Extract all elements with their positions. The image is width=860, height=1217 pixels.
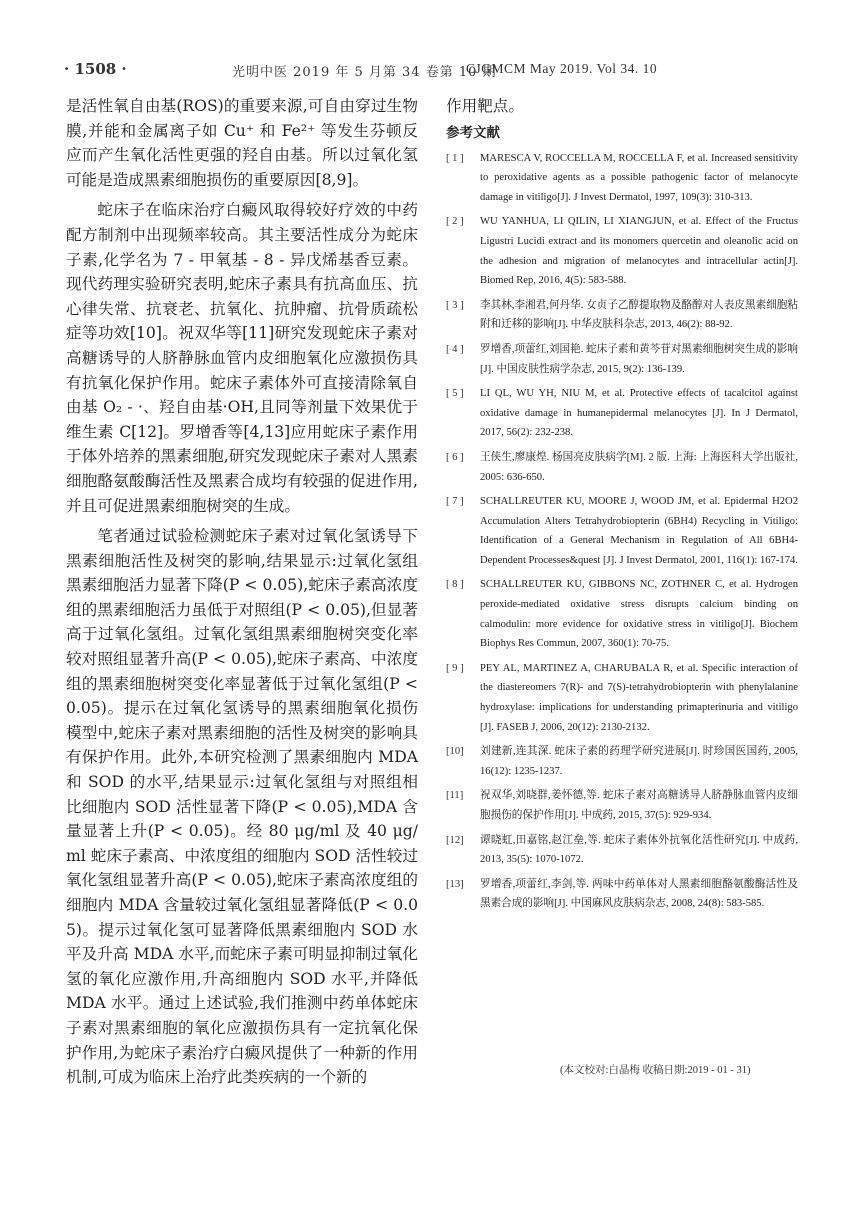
editor-note: (本文校对:白晶梅 收稿日期:2019 - 01 - 31) [560, 1065, 751, 1076]
reference-number: [11] [446, 790, 464, 802]
reference-item [446, 492, 798, 570]
body-paragraph-continuation: 作用靶点。 [446, 97, 524, 115]
reference-item [446, 786, 798, 825]
references-heading: 参考文献 [446, 124, 500, 141]
reference-number: [ 8 ] [446, 579, 464, 591]
running-header [64, 60, 804, 82]
reference-item [446, 875, 798, 914]
journal-title-cn: 光明中医 2019 年 5 月第 34 卷第 10 期 [232, 65, 497, 80]
reference-number: [ 4 ] [446, 343, 464, 355]
body-paragraph: 笔者通过试验检测蛇床子素对过氧化氢诱导下黑素细胞活性及树突的影响,结果显示:过氧化氢组黑素细胞活力显著下降(P < 0.05),蛇床子素高浓度组的黑素细胞活力虽低于对照组(P < 0.05),但显著高于过氧化氢组。过氧化氢组黑素细胞树突变化率较对照组显著升高(P < 0.05),蛇床子素高、中浓度组的黑素细胞树突变化率显著低于过氧化氢组(P < 0.05)。提示在过氧化氢诱导的黑素细胞氧化损伤模型中,蛇床子素对黑素细胞的活性及树突的影响具有保护作用。此外,本研究检测了黑素细胞内 MDA 和 SOD 的水平,结果显示:过氧化氢组与对照组相比细胞内 SOD 活性显著下降(P < 0.05),MDA 含量显著上升(P < 0.05)。经 80 μg/ml 及 40 μg/ml 蛇床子素高、中浓度组的细胞内 SOD 活性较过氧化氢组显著升高(P < 0.05),蛇床子素高浓度组的细胞内 MDA 含量较过氧化氢组显著降低(P < 0.05)。提示过氧化氢可显著降低黑素细胞内 SOD 水平及升高 MDA 水平,而蛇床子素可明显抑制过氧化氢的氧化应激作用,升高细胞内 SOD 水平,并降低 MDA 水平。通过上述试验,我们推测中药单体蛇床子素对黑素细胞的氧化应激损伤具有一定抗氧化保护作用,为蛇床子素治疗白癜风提供了一种新的作用机制,可成为临床上治疗此类疾病的一个新的 [66, 527, 418, 1087]
reference-item [446, 448, 798, 487]
reference-text: SCHALLREUTER KU, GIBBONS NC, ZOTHNER C, et al. Hydrogen peroxide-mediated oxidative stress disrupts calcium binding on calmodulin: more evidence for oxidative stress in vitiligo[J]. Biochem Biophys Res Commun, 2007, 360(1): 70-75. [480, 579, 798, 650]
reference-item [446, 212, 798, 290]
reference-item [446, 296, 798, 335]
reference-number: [13] [446, 878, 464, 890]
reference-text: 罗增香,项蕾红,刘国艳. 蛇床子素和黄芩苷对黑素细胞树突生成的影响[J]. 中国皮肤性病学杂志, 2015, 9(2): 136-139. [480, 343, 798, 375]
reference-text: WU YANHUA, LI QILIN, LI XIANGJUN, et al. Effect of the Fructus Ligustri Lucidi extract and its monomers quercetin and oleanolic acid on the adhesion and migration of melanocytes and intracellular actin[J]. Biomed Rep, 2016, 4(5): 583-588. [480, 216, 798, 287]
reference-text: 谭晓虹,田嘉铭,赵江垒,等. 蛇床子素体外抗氧化活性研究[J]. 中成药, 2013, 35(5): 1070-1072. [480, 834, 798, 866]
reference-number: [10] [446, 746, 464, 758]
body-paragraph: 是活性氧自由基(ROS)的重要来源,可自由穿过生物膜,并能和金属离子如 Cu⁺ 和 Fe²⁺ 等发生芬顿反应而产生氧化活性更强的羟自由基。所以过氧化氢可能是造成黑素细胞损伤的重要原因[8,9]。 [66, 97, 418, 189]
reference-text: 李其林,李湘君,何丹华. 女贞子乙醇提取物及酪醇对人表皮黑素细胞粘附和迁移的影响[J]. 中华皮肤科杂志, 2013, 46(2): 88-92. [480, 299, 798, 331]
right-column [446, 94, 798, 919]
journal-title-en: CJGMCM May 2019. Vol 34. 10 [466, 61, 658, 76]
reference-text: LI QL, WU YH, NIU M, et al. Protective effects of tacalcitol against oxidative damage in humanepidermal melanocytes [J]. In J Dermatol, 2017, 56(2): 232-238. [480, 388, 798, 439]
reference-number: [ 1 ] [446, 152, 464, 164]
reference-text: 王侠生,廖康煌. 杨国亮皮肤病学[M]. 2 版. 上海: 上海医科大学出版社, 2005: 636-650. [480, 451, 798, 483]
page-number: · 1508 · [64, 60, 127, 78]
reference-item [446, 659, 798, 737]
reference-item [446, 575, 798, 653]
reference-number: [ 6 ] [446, 451, 464, 463]
left-column [66, 94, 418, 1090]
body-paragraph: 蛇床子在临床治疗白癜风取得较好疗效的中药配方制剂中出现频率较高。其主要活性成分为蛇床子素,化学名为 7 - 甲氧基 - 8 - 异戊烯基香豆素。现代药理实验研究表明,蛇床子素具有抗高血压、抗心律失常、抗衰老、抗氧化、抗肿瘤、抗骨质疏松症等功效[10]。祝双华等[11]研究发现蛇床子素对高糖诱导的人脐静脉血管内皮细胞氧化应激损伤具有抗氧化保护作用。蛇床子素体外可直接清除氧自由基 O₂ - ·、羟自由基·OH,且同等剂量下效果优于维生素 C[12]。罗增香等[4,13]应用蛇床子素作用于体外培养的黑素细胞,研究发现蛇床子素对人黑素细胞酪氨酸酶活性及黑素合成均有较强的促进作用,并且可促进黑素细胞树突的生成。 [66, 201, 418, 515]
reference-text: SCHALLREUTER KU, MOORE J, WOOD JM, et al. Epidermal H2O2 Accumulation Alters Tetrahydrobiopterin (6BH4) Recycling in Vitiligo: Identification of a General Mechanism in Regulation of All 6BH4-Dependent Processes&quest [J]. J Invest Dermatol, 2001, 116(1): 167-174. [480, 496, 798, 566]
reference-list [446, 149, 798, 914]
reference-number: [ 5 ] [446, 388, 464, 400]
reference-number: [ 9 ] [446, 662, 464, 674]
reference-item [446, 149, 798, 208]
reference-text: 刘建新,连其深. 蛇床子素的药理学研究进展[J]. 时珍国医国药, 2005, 16(12): 1235-1237. [480, 746, 798, 777]
reference-item [446, 340, 798, 379]
reference-text: MARESCA V, ROCCELLA M, ROCCELLA F, et al. Increased sensitivity to peroxidative agents as a possible pathogenic factor of melanocyte damage in vitiligo[J]. J Invest Dermatol, 1997, 109(3): 310-313. [480, 152, 798, 203]
reference-number: [ 2 ] [446, 216, 464, 228]
reference-text: PEY AL, MARTINEZ A, CHARUBALA R, et al. Specific interaction of the diastereomers 7(R)- and 7(S)-tetrahydrobiopterin with phenylalanine hydroxylase: implications for understanding primapterinuria and vitiligo [J]. FASEB J, 2006, 20(12): 2130-2132. [480, 662, 798, 733]
reference-number: [12] [446, 834, 464, 846]
reference-text: 祝双华,刘晓群,姜怀德,等. 蛇床子素对高糖诱导人脐静脉血管内皮细胞损伤的保护作用[J]. 中成药, 2015, 37(5): 929-934. [480, 790, 798, 821]
reference-number: [ 7 ] [446, 496, 464, 508]
reference-item [446, 384, 798, 443]
reference-text: 罗增香,项蕾红,李剑,等. 两味中药单体对人黑素细胞酪氨酸酶活性及黑素合成的影响[J]. 中国麻风皮肤病杂志, 2008, 24(8): 583-585. [480, 878, 798, 910]
reference-item [446, 742, 798, 781]
reference-number: [ 3 ] [446, 299, 464, 311]
reference-item [446, 831, 798, 870]
